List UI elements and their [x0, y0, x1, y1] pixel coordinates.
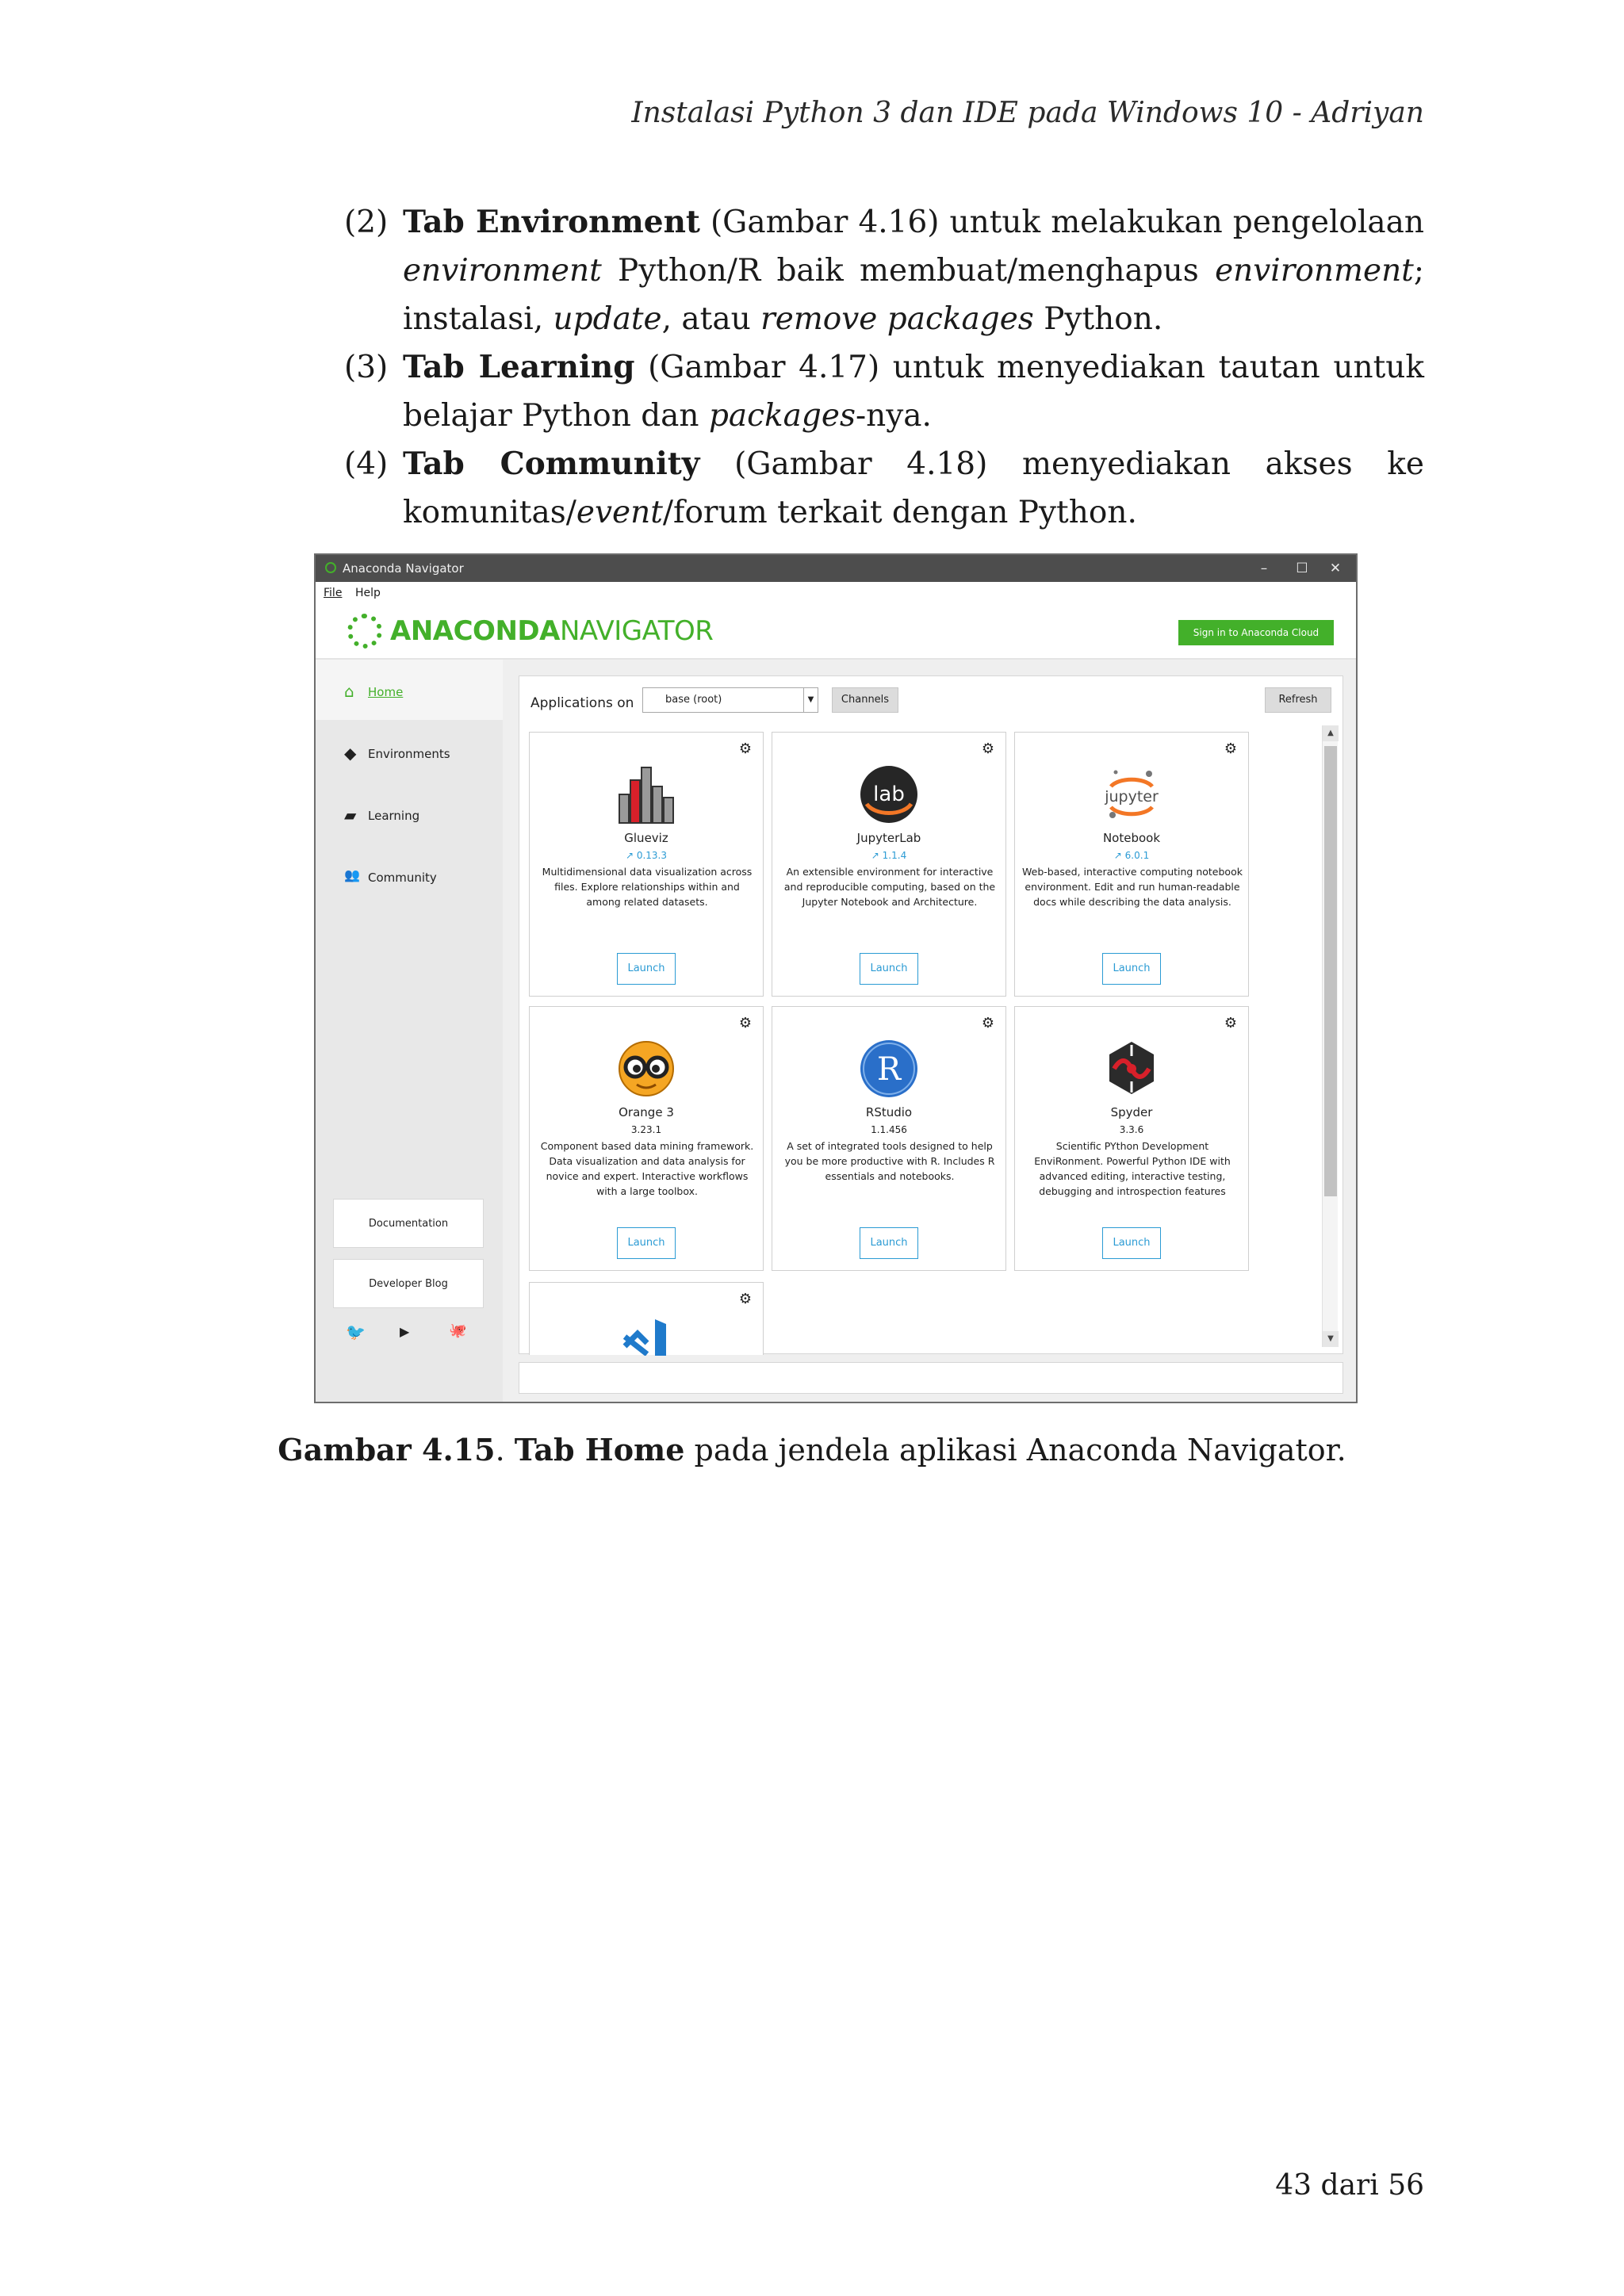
app-name: Notebook — [1102, 831, 1161, 845]
cube-icon: ◆ — [344, 744, 357, 763]
anaconda-app-icon — [325, 562, 336, 573]
app-name: Spyder — [1110, 1105, 1153, 1119]
launch-button[interactable]: Launch — [617, 1227, 676, 1259]
scrollbar-thumb[interactable] — [1324, 746, 1337, 1196]
app-description: Scientific PYthon Development EnviRonment. Powerful Python IDE with advanced editing, interactive testing, debugging and introspection features — [1034, 1140, 1231, 1197]
item-text: , atau — [661, 301, 761, 337]
app-description: An extensible environment for interactive and reproducible computing, based on the Jupyter Notebook and Architecture. — [783, 866, 996, 908]
rstudio-icon — [857, 1037, 921, 1100]
app-card-notebook — [1014, 732, 1249, 997]
app-name: Orange 3 — [619, 1105, 674, 1119]
sign-in-cloud-button[interactable]: Sign in to Anaconda Cloud — [1178, 620, 1334, 645]
term-tab-environment: Tab Environment — [403, 204, 700, 240]
app-card-orange — [529, 1006, 764, 1271]
gear-icon[interactable]: ⚙ — [738, 1291, 752, 1307]
spyder-icon — [1100, 1037, 1163, 1100]
app-card-glueviz — [529, 732, 764, 997]
minimize-button[interactable]: – — [1260, 561, 1268, 576]
anaconda-logo-icon — [347, 614, 382, 649]
list-item-community — [344, 440, 1424, 537]
app-description: A set of integrated tools designed to help you be more productive with R. Includes R essentials and notebooks. — [784, 1140, 995, 1182]
refresh-button[interactable]: Refresh — [1265, 687, 1331, 713]
item-italic: packages — [708, 398, 856, 434]
caption-text: pada jendela aplikasi Anaconda Navigator. — [684, 1433, 1346, 1468]
home-icon: ⌂ — [344, 682, 354, 701]
gear-icon[interactable]: ⚙ — [981, 740, 994, 757]
item-text: -nya. — [855, 398, 932, 434]
scroll-down-icon[interactable]: ▼ — [1323, 1331, 1339, 1347]
sidebar-item-environments[interactable] — [316, 721, 503, 782]
app-name: Glueviz — [624, 831, 668, 845]
twitter-icon[interactable]: 🐦 — [346, 1322, 366, 1341]
app-header — [316, 604, 1356, 660]
app-version: 3.23.1 — [630, 1124, 662, 1135]
menu-help[interactable]: Help — [355, 587, 381, 599]
status-strip — [519, 1362, 1343, 1394]
launch-button[interactable]: Launch — [1102, 1227, 1161, 1259]
youtube-icon[interactable]: ▶ — [400, 1324, 410, 1339]
people-icon: 👥 — [344, 867, 360, 882]
sidebar-item-label: Home — [368, 685, 404, 699]
applications-on-label: Applications on — [530, 695, 634, 711]
item-text: ; instalasi, — [403, 253, 1424, 337]
launch-button[interactable]: Launch — [860, 1227, 918, 1259]
sidebar-item-label: Environments — [368, 747, 450, 761]
vertical-scrollbar[interactable] — [1322, 725, 1338, 1347]
anaconda-navigator-window — [314, 553, 1358, 1403]
list-item-environment — [344, 198, 1424, 343]
app-logo-text — [390, 615, 713, 647]
orange-icon — [615, 1037, 678, 1100]
item-italic: environment — [1215, 253, 1414, 289]
channels-button[interactable]: Channels — [832, 687, 898, 713]
launch-button[interactable]: Launch — [617, 953, 676, 985]
item-text: (Gambar 4.17) untuk menyediakan tautan untuk belajar Python dan — [403, 350, 1424, 434]
page-number: 43 dari 56 — [1275, 2169, 1424, 2202]
svg-text:jupyter: jupyter — [1105, 788, 1159, 806]
menu-file[interactable]: File — [324, 587, 343, 599]
close-button[interactable]: ✕ — [1329, 561, 1342, 576]
app-version: ↗ 1.1.4 — [871, 850, 907, 861]
jupyterlab-icon — [857, 763, 921, 826]
app-name: JupyterLab — [856, 831, 921, 845]
gear-icon[interactable]: ⚙ — [1224, 1015, 1237, 1031]
app-description: Multidimensional data visualization across files. Explore relationships within and among related datasets. — [542, 866, 753, 908]
term-tab-community: Tab Community — [403, 446, 700, 482]
item-text: (Gambar 4.16) untuk melakukan pengelolaan — [699, 205, 1425, 240]
chevron-down-icon: ▼ — [803, 688, 818, 712]
term-tab-learning: Tab Learning — [403, 349, 635, 385]
item-italic: environment — [403, 253, 602, 289]
item-italic: event — [576, 495, 663, 530]
scroll-up-icon[interactable]: ▲ — [1323, 725, 1339, 741]
github-icon[interactable]: 🐙 — [449, 1322, 467, 1339]
item-text: /forum terkait dengan Python. — [662, 495, 1137, 530]
item-italic: update — [553, 301, 662, 337]
caption-figure-number: Gambar 4.15 — [278, 1432, 496, 1468]
sidebar-item-label: Learning — [368, 809, 420, 823]
svg-text:R: R — [876, 1051, 902, 1088]
list-number: (3) — [344, 350, 389, 385]
environment-select-value: base (root) — [665, 694, 722, 706]
sidebar-item-community[interactable] — [316, 845, 503, 905]
gear-icon[interactable]: ⚙ — [981, 1015, 994, 1031]
sidebar-item-learning[interactable] — [316, 783, 503, 844]
main-content — [503, 660, 1356, 1403]
sidebar — [316, 660, 503, 1403]
gear-icon[interactable]: ⚙ — [738, 1015, 752, 1031]
item-italic: remove packages — [760, 301, 1034, 337]
gear-icon[interactable]: ⚙ — [738, 740, 752, 757]
logo-navigator: NAVIGATOR — [559, 615, 714, 647]
vscode-icon — [619, 1316, 674, 1356]
maximize-button[interactable]: ☐ — [1296, 561, 1308, 576]
list-number: (2) — [344, 205, 389, 240]
launch-button[interactable]: Launch — [1102, 953, 1161, 985]
running-head: Instalasi Python 3 dan IDE pada Windows 10 - Adriyan — [631, 97, 1424, 129]
jupyter-notebook-icon — [1100, 763, 1163, 826]
app-card-vscode — [529, 1282, 764, 1355]
svg-text:lab: lab — [873, 783, 905, 806]
item-text: (Gambar 4.18) menyediakan akses ke komunitas/ — [403, 446, 1424, 530]
sidebar-item-home[interactable] — [316, 660, 503, 720]
caption-separator: . — [495, 1433, 515, 1468]
list-item-learning — [344, 343, 1424, 440]
app-version: ↗ 0.13.3 — [625, 850, 668, 861]
app-card-jupyterlab — [772, 732, 1006, 997]
app-version: ↗ 6.0.1 — [1113, 850, 1150, 861]
app-card-spyder — [1014, 1006, 1249, 1271]
app-version: 1.1.456 — [871, 1124, 907, 1135]
app-name: RStudio — [865, 1105, 913, 1119]
app-card-rstudio — [772, 1006, 1006, 1271]
list-number: (4) — [344, 446, 389, 482]
app-version: 3.3.6 — [1119, 1124, 1144, 1135]
window-titlebar — [316, 555, 1356, 582]
item-text: Python. — [1033, 301, 1163, 337]
environment-select[interactable] — [642, 687, 818, 713]
app-description: Component based data mining framework. Data visualization and data analysis for novice and expert. Interactive workflows with a large toolbox. — [540, 1140, 754, 1197]
app-description: Web-based, interactive computing notebook environment. Edit and run human-readable docs while describing the data analysis. — [1022, 866, 1243, 908]
logo-anaconda: ANACONDA — [390, 615, 560, 647]
gear-icon[interactable]: ⚙ — [1224, 740, 1237, 757]
applications-panel — [519, 675, 1343, 1354]
menu-bar — [316, 582, 1356, 604]
feature-list — [344, 198, 1424, 537]
developer-blog-button[interactable]: Developer Blog — [333, 1259, 484, 1308]
caption-tab-home: Tab Home — [514, 1432, 685, 1468]
window-title: Anaconda Navigator — [343, 561, 464, 576]
documentation-button[interactable]: Documentation — [333, 1199, 484, 1248]
book-icon: ▰ — [344, 806, 357, 825]
launch-button[interactable]: Launch — [860, 953, 918, 985]
sidebar-item-label: Community — [368, 871, 437, 885]
item-text: Python/R baik membuat/menghapus — [601, 253, 1216, 289]
figure-caption — [0, 1432, 1624, 1468]
glueviz-icon — [615, 763, 678, 826]
